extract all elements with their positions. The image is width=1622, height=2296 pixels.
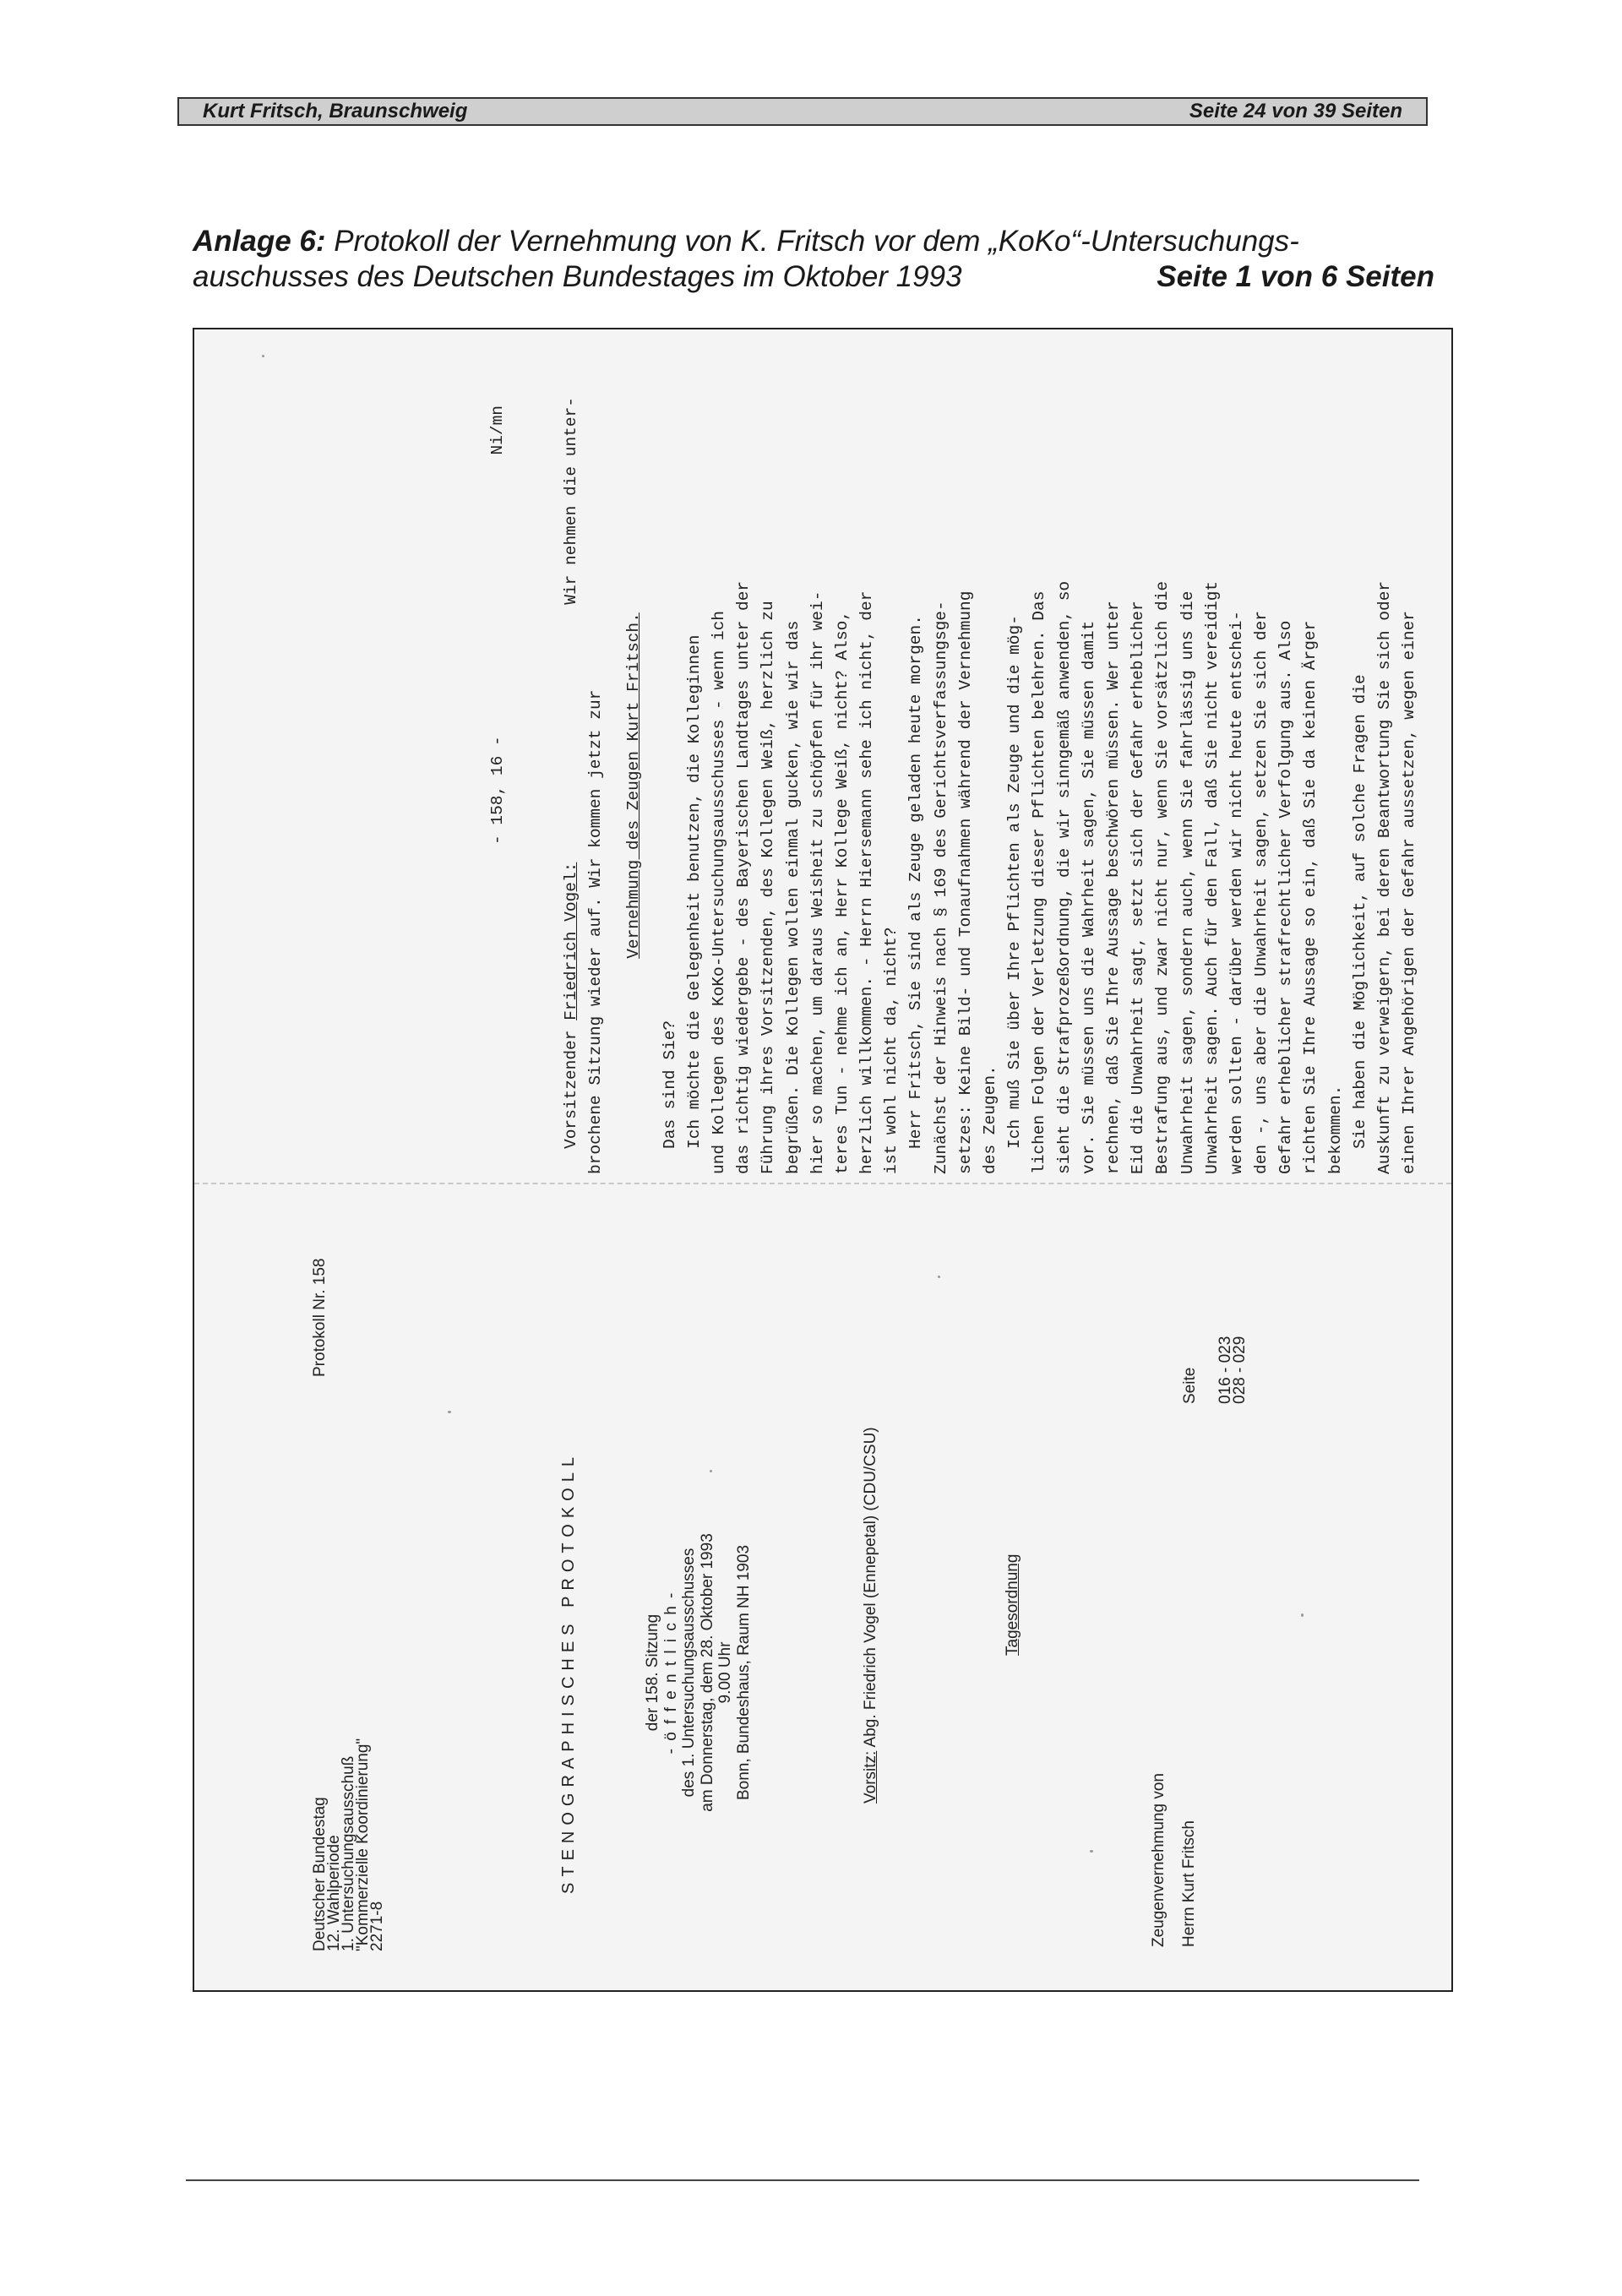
transcript-line: des Zeugen. xyxy=(981,1065,999,1174)
chair-label: Vorsitz: xyxy=(862,1750,879,1804)
transcript-line: rechnen, daß Sie Ihre Aussage beschwören müssen. Wer unter xyxy=(1103,601,1123,1174)
scan-speck xyxy=(262,355,264,357)
transcript-line: Bestrafung aus, und zwar nicht nur, wenn Sie vorsätzlich die xyxy=(1153,580,1173,1174)
protocol-number: Protokoll Nr. 158 xyxy=(311,1258,329,1377)
agenda-item-label: Zeugenvernehmung von xyxy=(1150,1773,1168,1947)
transcript-line: Ich möchte die Gelegenheit benutzen, die Kolleginnen xyxy=(684,634,704,1149)
transcript-line: Herr Fritsch, Sie sind als Zeuge geladen heute morgen. xyxy=(906,615,926,1149)
agenda-item xyxy=(1147,1773,1201,1947)
chair-text: Abg. Friedrich Vogel (Ennepetal) (CDU/CSU) xyxy=(862,1427,879,1751)
title-prefix: Anlage 6: xyxy=(193,225,326,258)
transcript-line: Das sind Sie? xyxy=(660,1020,679,1149)
transcript-header xyxy=(486,397,510,1174)
title-line-2 xyxy=(193,259,1434,295)
transcript-line: Unwahrheit sagen, sondern auch, wenn Sie fahrlässig uns die xyxy=(1178,590,1197,1174)
org-line: 2271-8 xyxy=(368,1901,386,1951)
session-detail: Bonn, Bundeshaus, Raum NH 1903 xyxy=(734,1544,753,1801)
scanned-protocol-page xyxy=(193,328,1453,1992)
page-range: 016 - 023 xyxy=(1216,1336,1234,1404)
session-detail: des 1. Untersuchungsausschusses xyxy=(680,1548,698,1798)
transcript-line: brochene Sitzung wieder auf. Wir kommen jetzt zur xyxy=(586,689,606,1174)
scan-speck xyxy=(938,1276,940,1278)
transcript-line: lichen Folgen der Verletzung dieser Pflichten belehren. Das xyxy=(1030,590,1049,1174)
transcript-line: vor. Sie müssen uns die Wahrheit sagen, Sie müssen damit xyxy=(1079,620,1098,1174)
transcript-line: sieht die Strafprozeßordnung, die wir sinngemäß anwenden, so xyxy=(1054,580,1074,1174)
title-text-2: auschusses des Deutschen Bundestages im Oktober 1993 xyxy=(193,260,962,293)
cover-organization xyxy=(313,1738,384,1951)
title-pages: Seite 1 von 6 Seiten xyxy=(1157,260,1434,293)
scan-speck xyxy=(1090,1850,1093,1853)
org-line: 12. Wahlperiode xyxy=(325,1835,343,1951)
transcript-line: begrüßen. Die Kollegen wollen einmal gucken, wie wir das xyxy=(783,620,803,1174)
transcript-line: den -, uns aber die Unwahrheit sagen, setzen Sie sich der xyxy=(1252,610,1271,1174)
agenda-pages xyxy=(1183,1336,1247,1404)
transcript-line: Unwahrheit sagen. Auch für den Fall, daß Sie nicht vereidigt xyxy=(1202,580,1222,1174)
chair-info xyxy=(862,1427,880,1804)
transcript-line: herzlich willkommen. - Herrn Hiersemann sehe ich nicht, der xyxy=(857,590,877,1174)
session-details xyxy=(644,1411,753,1934)
header-page-count: Seite 24 von 39 Seiten xyxy=(1189,100,1402,122)
initials: Ni/mn xyxy=(488,405,507,455)
session-detail: am Donnerstag, dem 28. Oktober 1993 xyxy=(698,1533,716,1812)
section-heading: Vernehmung des Zeugen Kurt Fritsch. xyxy=(623,612,643,959)
transcript-page xyxy=(486,397,1422,1174)
transcript-line: und Kollegen des KoKo-Untersuchungsausschusses - wenn ich xyxy=(709,610,728,1174)
title-line-1 xyxy=(193,224,1434,259)
transcript-text: Wir nehmen die unter- xyxy=(562,397,581,605)
transcript-line: Sie haben die Möglichkeit, auf solche Fragen die xyxy=(1350,674,1369,1149)
transcript-line: einen Ihrer Angehörigen der Gefahr aussetzen, wegen einer xyxy=(1400,610,1419,1174)
transcript-line: das richtig wiedergebe - des Bayerischen Landtages unter der xyxy=(734,580,754,1174)
agenda-heading-text: Tagesordnung xyxy=(1004,1553,1021,1656)
transcript-line: Auskunft zu verweigern, bei deren Beantwortung Sie sich oder xyxy=(1375,580,1394,1174)
title-text-1: Protokoll der Vernehmung von K. Fritsch vor dem „KoKo“-Untersuchungs- xyxy=(325,225,1299,258)
header-author: Kurt Fritsch, Braunschweig xyxy=(203,100,468,122)
agenda-witness: Herrn Kurt Fritsch xyxy=(1180,1820,1198,1947)
scan-speck xyxy=(1301,1613,1304,1617)
document-title xyxy=(193,224,1434,295)
transcript-line: setzes: Keine Bild- und Tonaufnahmen während der Vernehmung xyxy=(955,590,975,1174)
session-detail: der 158. Sitzung xyxy=(644,1613,661,1732)
transcript-line: richten Sie Ihre Aussage so ein, daß Sie da keinen Ärger xyxy=(1301,620,1320,1174)
footer-rule xyxy=(186,2179,1419,2181)
transcript-line: Führung ihres Vorsitzenden, des Kollegen Weiß, herzlich zu xyxy=(759,601,778,1174)
transcript-line: Eid die Unwahrheit sagt, setzt sich der Gefahr erheblicher xyxy=(1129,601,1148,1174)
protocol-heading: STENOGRAPHISCHES PROTOKOLL xyxy=(559,1451,578,1894)
page-marker: - 158, 16 - xyxy=(488,736,507,845)
org-line: "Kommerzielle Koordinierung" xyxy=(354,1738,372,1951)
scan-speck xyxy=(448,1411,451,1413)
pages-label: Seite xyxy=(1181,1367,1199,1404)
transcript-line: werden sollten - darüber werden wir nicht heute entschei- xyxy=(1227,610,1246,1174)
transcript-line: Zunächst der Hinweis nach § 169 des Gerichtsverfassungsge- xyxy=(931,601,950,1174)
chair-prefix: Vorsitzender xyxy=(562,1020,581,1149)
transcript-line: Ich muß Sie über Ihre Pflichten als Zeuge und die mög- xyxy=(1005,615,1025,1149)
transcript-line: ist wohl nicht da, nicht? xyxy=(882,927,901,1174)
org-line: Deutscher Bundestag xyxy=(311,1797,329,1951)
org-line: 1. Untersuchungsausschuß xyxy=(340,1755,357,1951)
transcript-line: hier so machen, um daraus Weisheit zu schöpfen für ihr wei- xyxy=(808,590,827,1174)
session-detail: 9.00 Uhr xyxy=(716,1641,734,1704)
fold-line xyxy=(194,1183,1451,1184)
chair-name: Friedrich Vogel: xyxy=(562,862,581,1020)
agenda-heading xyxy=(1004,1554,1022,1656)
transcript-line: bekommen. xyxy=(1325,1085,1345,1174)
page-header xyxy=(177,97,1428,126)
page-range: 028 - 029 xyxy=(1231,1336,1249,1404)
transcript-line: teres Tun - nehme ich an, Herr Kollege Weiß, nicht? Also, xyxy=(832,610,852,1174)
transcript-line: Gefahr erheblicher strafrechtlicher Verfolgung aus. Also xyxy=(1276,620,1296,1174)
transcript-line xyxy=(559,397,584,1174)
session-detail: - ö f f e n t l i c h - xyxy=(661,1591,680,1755)
